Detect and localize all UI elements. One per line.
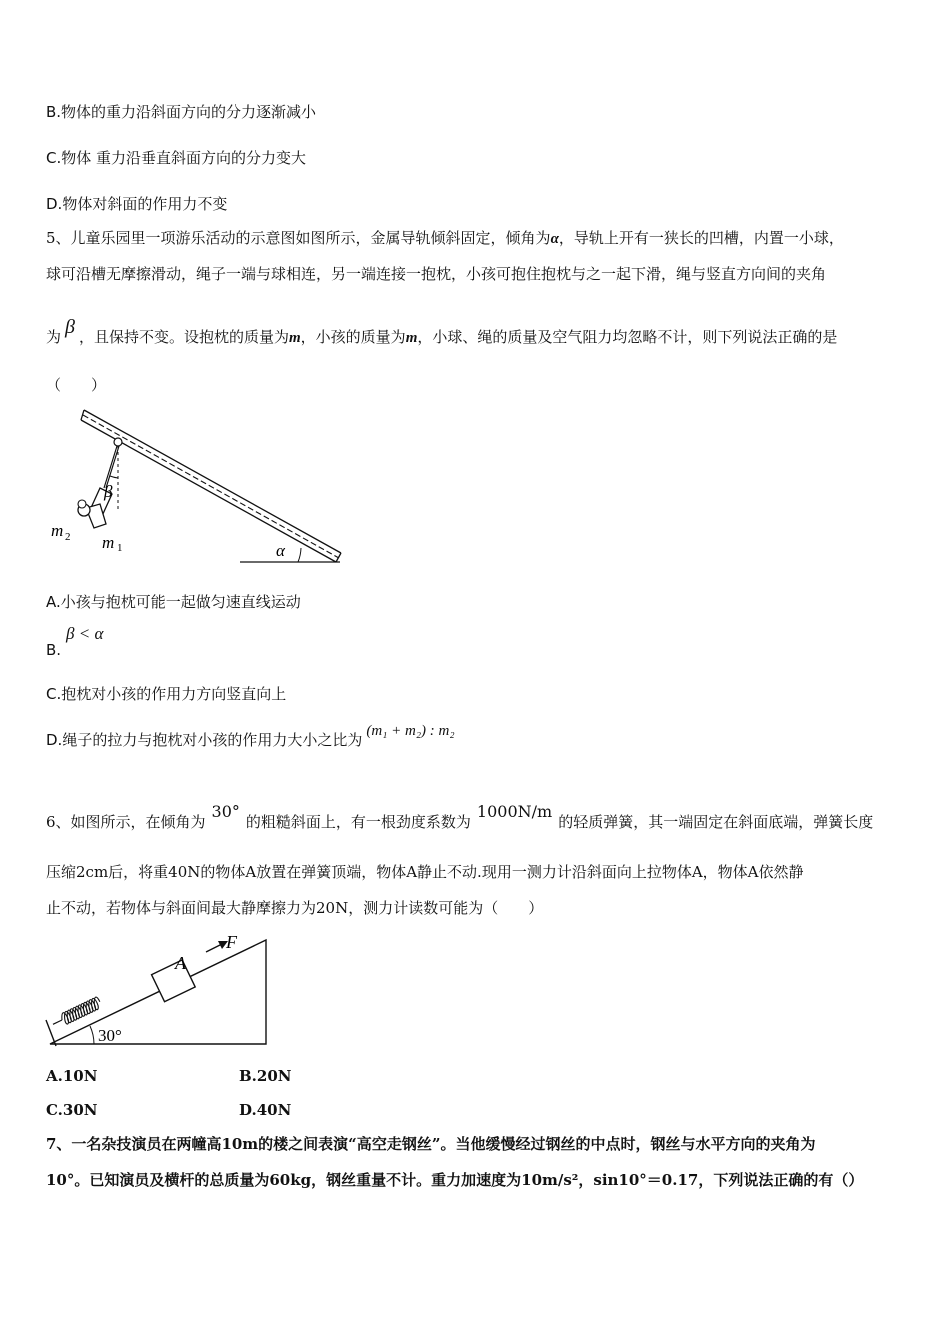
q5-option-d: [46, 723, 455, 751]
q6-option-c: C.30N: [46, 1101, 98, 1119]
label-m1-sub: 1: [117, 542, 123, 554]
q5-mass-pillow: m: [289, 330, 301, 346]
q6-angle: 30°: [211, 802, 240, 821]
q5-option-b-prefix: B.: [46, 641, 62, 659]
label-m2-sub: 2: [65, 531, 71, 543]
q6-stem-text: 6、如图所示，在倾角为: [46, 813, 206, 831]
ball: [114, 438, 122, 446]
label-m1: m: [102, 533, 115, 552]
q5-option-d-expr: (m₁ + m₂) : m₂: [366, 723, 455, 739]
q5-stem-line-3: [46, 316, 838, 348]
q5-stem-text: ，小孩的质量为: [300, 328, 406, 346]
q5-stem-text: ，导轨上开有一狭长的凹槽，内置一小球，: [558, 229, 844, 247]
q6-option-a: A.10N: [46, 1067, 98, 1085]
q6-stem-line-1: [46, 802, 874, 832]
q5-bracket: （ ）: [46, 376, 107, 394]
block-a: [152, 960, 196, 1002]
q5-alpha: α: [550, 231, 559, 247]
q5-stem-text: 为: [46, 328, 62, 346]
q5-stem-text: ，且保持不变。设抱枕的质量为: [78, 328, 289, 346]
q5-option-c: C.抱枕对小孩的作用力方向竖直向上: [46, 685, 287, 703]
label-angle: 30°: [98, 1026, 122, 1045]
q6-option-d: D.40N: [239, 1101, 292, 1119]
q5-option-d-text: D.绳子的拉力与抱枕对小孩的作用力大小之比为: [46, 731, 363, 749]
label-m2: m: [51, 521, 64, 540]
q6-stem-text: 的粗糙斜面上，有一根劲度系数为: [245, 813, 471, 831]
label-force-f: F: [226, 932, 237, 952]
q6-incline-figure: [40, 928, 280, 1050]
force-arrow: [206, 941, 228, 952]
q5-option-a: A.小孩与抱枕可能一起做匀速直线运动: [46, 593, 301, 611]
q6-stem-line-3: 止不动，若物体与斜面间最大静摩擦力为20N，测力计读数可能为（ ）: [46, 899, 544, 917]
angle-arc: [90, 1026, 94, 1044]
q5-stem-line-2: 球可沿槽无摩擦滑动，绳子一端与球相连，另一端连接一抱枕，小孩可抱住抱枕与之一起下滑，绳与竖直方向间的夹角: [46, 265, 827, 283]
beta-arc: [110, 476, 118, 478]
q7-stem-line-2: 10°。已知演员及横杆的总质量为60kg，钢丝重量不计。重力加速度为10m/s²，sin10°＝0.17，下列说法正确的有（）: [46, 1171, 864, 1189]
label-block-a: A: [175, 953, 186, 973]
q4-option-c: C.物体 重力沿垂直斜面方向的分力变大: [46, 149, 307, 167]
metal-rail: [81, 410, 341, 562]
q5-mass-child: m: [405, 330, 418, 346]
q6-stem-line-2: 压缩2cm后，将重40N的物体A放置在弹簧顶端，物体A静止不动.现用一测力计沿斜面向上拉物体A，物体A依然静: [46, 863, 804, 881]
q6-option-b: B.20N: [239, 1067, 292, 1085]
q5-stem-line-1: [46, 228, 844, 249]
q5-stem-text: 5、儿童乐园里一项游乐活动的示意图如图所示，金属导轨倾斜固定，倾角为: [46, 229, 551, 247]
q6-stem-text: 的轻质弹簧，其一端固定在斜面底端，弹簧长度: [558, 813, 874, 831]
q6-spring-constant: 1000N/m: [476, 802, 553, 821]
q5-option-b-expr: β < α: [66, 624, 104, 643]
q5-stem-text: ，小球、绳的质量及空气阻力均忽略不计，则下列说法正确的是: [417, 328, 838, 346]
label-alpha: α: [276, 541, 285, 560]
spring: [50, 972, 153, 1030]
label-beta: β: [104, 482, 113, 501]
alpha-arc: [298, 548, 301, 562]
q4-option-d: D.物体对斜面的作用力不变: [46, 195, 228, 213]
incline-triangle: [50, 940, 266, 1044]
q5-beta: β: [65, 316, 75, 338]
q4-option-b: B.物体的重力沿斜面方向的分力逐渐减小: [46, 103, 317, 121]
q5-incline-figure: [40, 400, 360, 570]
q7-stem-line-1: 7、一名杂技演员在两幢高10m的楼之间表演“高空走钢丝”。当他缓慢经过钢丝的中点时，钢丝与水平方向的夹角为: [46, 1135, 816, 1153]
